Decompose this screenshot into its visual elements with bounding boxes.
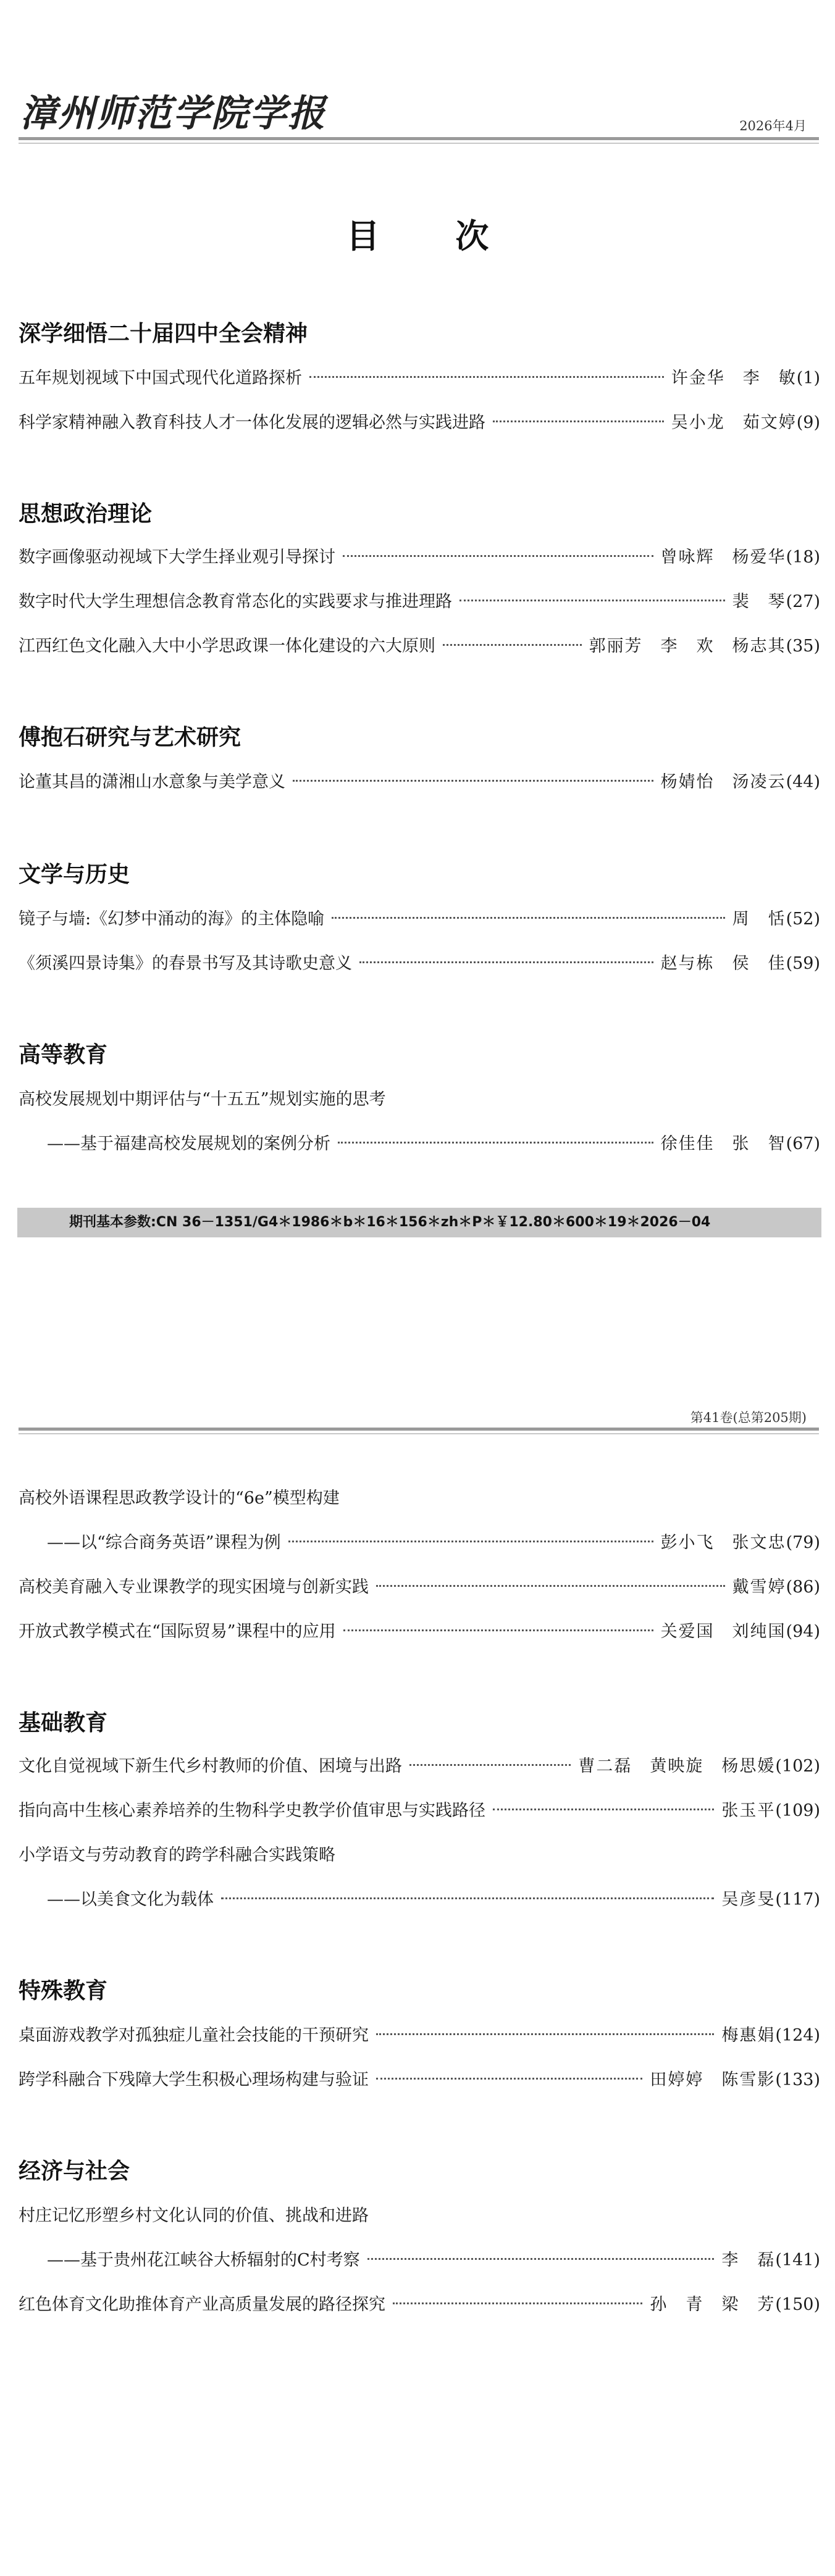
leader-dots (376, 1585, 725, 1587)
leader-dots (493, 1809, 714, 1810)
entry-title: 数字时代大学生理想信念教育常态化的实践要求与推进理路 (19, 592, 452, 611)
entry-page: (59) (786, 954, 820, 973)
toc-entry-line[interactable]: 小学语文与劳动教育的跨学科融合实践策略 (19, 1846, 335, 1865)
leader-dots (338, 1142, 653, 1144)
entry-page: (117) (775, 1890, 820, 1909)
entry-authors: 李 磊 (721, 2251, 776, 2270)
entry-authors: 田婷婷 陈雪影 (650, 2070, 776, 2089)
leader-dots (332, 917, 724, 919)
toc-entry[interactable] (19, 588, 820, 616)
toc-entry-line[interactable]: 高校发展规划中期评估与“十五五”规划实施的思考 (19, 1090, 386, 1109)
leader-dots (288, 1541, 653, 1542)
toc-entry[interactable] (19, 1618, 820, 1646)
toc-entry[interactable] (19, 1573, 820, 1602)
toc-entry[interactable] (19, 364, 820, 393)
leader-dots (343, 555, 653, 557)
entry-title: 数字画像驱动视域下大学生择业观引导探讨 (19, 548, 335, 567)
entry-page: (133) (775, 2070, 820, 2089)
entry-page: (27) (786, 592, 820, 611)
entry-title: 镜子与墙:《幻梦中涌动的海》的主体隐喻 (19, 910, 325, 929)
entry-title: 开放式教学模式在“国际贸易”课程中的应用 (19, 1622, 336, 1641)
entry-title: 《须溪四景诗集》的春景书写及其诗歌史意义 (19, 954, 352, 973)
entry-title: 五年规划视域下中国式现代化道路探析 (19, 369, 302, 388)
section-heading: 傅抱石研究与艺术研究 (19, 725, 241, 750)
entry-authors: 彭小飞 张文忠 (660, 1533, 786, 1552)
toc-entry[interactable] (47, 1529, 820, 1557)
toc-entry[interactable] (19, 2022, 820, 2050)
entry-authors: 吴彦旻 (721, 1890, 776, 1909)
leader-dots (409, 1764, 571, 1766)
toc-entry[interactable] (19, 950, 820, 978)
toc-entry[interactable] (19, 1797, 820, 1825)
entry-page: (102) (775, 1757, 820, 1776)
entry-authors: 曹二磊 黄映旋 杨思媛 (578, 1757, 776, 1776)
toc-entry[interactable] (47, 1130, 820, 1158)
entry-authors: 周 恬 (732, 910, 786, 929)
toc-entry[interactable] (19, 905, 820, 934)
entry-page: (52) (786, 910, 820, 929)
leader-dots (443, 644, 582, 646)
entry-page: (141) (775, 2251, 820, 2270)
toc-entry[interactable] (19, 1752, 820, 1781)
entry-title: ——以美食文化为载体 (47, 1890, 214, 1909)
toc-entry-line[interactable]: 村庄记忆形塑乡村文化认同的价值、挑战和进路 (19, 2206, 369, 2225)
section-heading: 特殊教育 (19, 1978, 108, 2004)
section-heading: 思想政治理论 (19, 501, 153, 527)
section-heading: 深学细悟二十届四中全会精神 (19, 321, 308, 346)
leader-dots (493, 420, 664, 422)
entry-authors: 关爱国 刘纯国 (660, 1622, 786, 1641)
entry-authors: 杨婧怡 汤凌云 (660, 772, 786, 792)
entry-title: 跨学科融合下残障大学生积极心理场构建与验证 (19, 2070, 369, 2089)
leader-dots (376, 2078, 642, 2080)
entry-title: 文化自觉视域下新生代乡村教师的价值、困境与出路 (19, 1757, 402, 1776)
leader-dots (376, 2033, 714, 2035)
entry-authors: 赵与栋 侯 佳 (660, 954, 786, 973)
volume-info: 第41卷(总第205期) (690, 1410, 807, 1425)
entry-title: 江西红色文化融入大中小学思政课一体化建设的六大原则 (19, 637, 435, 656)
entry-authors: 许金华 李 敏 (671, 369, 797, 388)
toc-entry[interactable] (47, 1886, 820, 1914)
entry-authors: 梅惠娟 (721, 2026, 776, 2045)
entry-authors: 郭丽芳 李 欢 杨志其 (589, 637, 786, 656)
toc-title: 目 次 (346, 216, 521, 256)
entry-page: (1) (796, 369, 820, 388)
entry-title: 论董其昌的潇湘山水意象与美学意义 (19, 772, 285, 792)
issue-date: 2026年4月 (739, 119, 807, 133)
entry-title: 科学家精神融入教育科技人才一体化发展的逻辑必然与实践进路 (19, 413, 485, 432)
journal-params-bar: 期刊基本参数:CN 36－1351/G4＊1986＊b＊16＊156＊zh＊P＊￥12.80＊600＊19＊2026－04 (17, 1208, 821, 1237)
section-heading: 基础教育 (19, 1710, 108, 1736)
toc-entry[interactable] (47, 2246, 820, 2275)
entry-page: (35) (786, 637, 820, 656)
toc-entry[interactable] (19, 768, 820, 797)
leader-dots (359, 961, 653, 963)
journal-logo: 漳州师范学院学报 (20, 92, 326, 135)
entry-page: (9) (796, 413, 820, 432)
entry-page: (86) (786, 1578, 820, 1597)
toc-entry[interactable] (19, 2291, 820, 2319)
leader-dots (367, 2258, 715, 2260)
toc-entry[interactable] (19, 2066, 820, 2094)
entry-title: ——基于福建高校发展规划的案例分析 (47, 1134, 330, 1153)
leader-dots (343, 1629, 653, 1631)
entry-authors: 孙 青 梁 芳 (650, 2295, 776, 2314)
section-heading: 高等教育 (19, 1042, 108, 1068)
section-heading: 经济与社会 (19, 2159, 130, 2184)
entry-page: (18) (786, 548, 820, 567)
leader-dots (221, 1897, 714, 1899)
header-rule (19, 137, 819, 140)
entry-title: 高校美育融入专业课教学的现实困境与创新实践 (19, 1578, 369, 1597)
toc-entry[interactable] (19, 632, 820, 661)
entry-page: (44) (786, 772, 820, 792)
entry-authors: 戴雪婷 (732, 1578, 786, 1597)
leader-dots (309, 376, 664, 378)
entry-title: 指向高中生核心素养培养的生物科学史教学价值审思与实践路径 (19, 1801, 485, 1820)
entry-page: (94) (786, 1622, 820, 1641)
entry-authors: 裴 琴 (732, 592, 786, 611)
toc-entry[interactable] (19, 543, 820, 572)
entry-title: ——以“综合商务英语”课程为例 (47, 1533, 281, 1552)
leader-dots (293, 780, 653, 782)
header-rule (19, 1428, 819, 1431)
toc-entry[interactable] (19, 409, 820, 437)
toc-entry-line[interactable]: 高校外语课程思政教学设计的“6e”模型构建 (19, 1489, 340, 1508)
leader-dots (393, 2302, 642, 2304)
entry-authors: 徐佳佳 张 智 (660, 1134, 786, 1153)
entry-page: (150) (775, 2295, 820, 2314)
leader-dots (459, 600, 725, 601)
entry-page: (67) (786, 1134, 820, 1153)
entry-authors: 吴小龙 茹文婷 (671, 413, 797, 432)
entry-page: (109) (775, 1801, 820, 1820)
entry-title: 红色体育文化助推体育产业高质量发展的路径探究 (19, 2295, 385, 2314)
section-heading: 文学与历史 (19, 862, 130, 887)
entry-authors: 张玉平 (721, 1801, 776, 1820)
entry-page: (79) (786, 1533, 820, 1552)
entry-page: (124) (775, 2026, 820, 2045)
entry-authors: 曾咏辉 杨爱华 (660, 548, 786, 567)
entry-title: ——基于贵州花江峡谷大桥辐射的C村考察 (47, 2251, 360, 2270)
entry-title: 桌面游戏教学对孤独症儿童社会技能的干预研究 (19, 2026, 369, 2045)
